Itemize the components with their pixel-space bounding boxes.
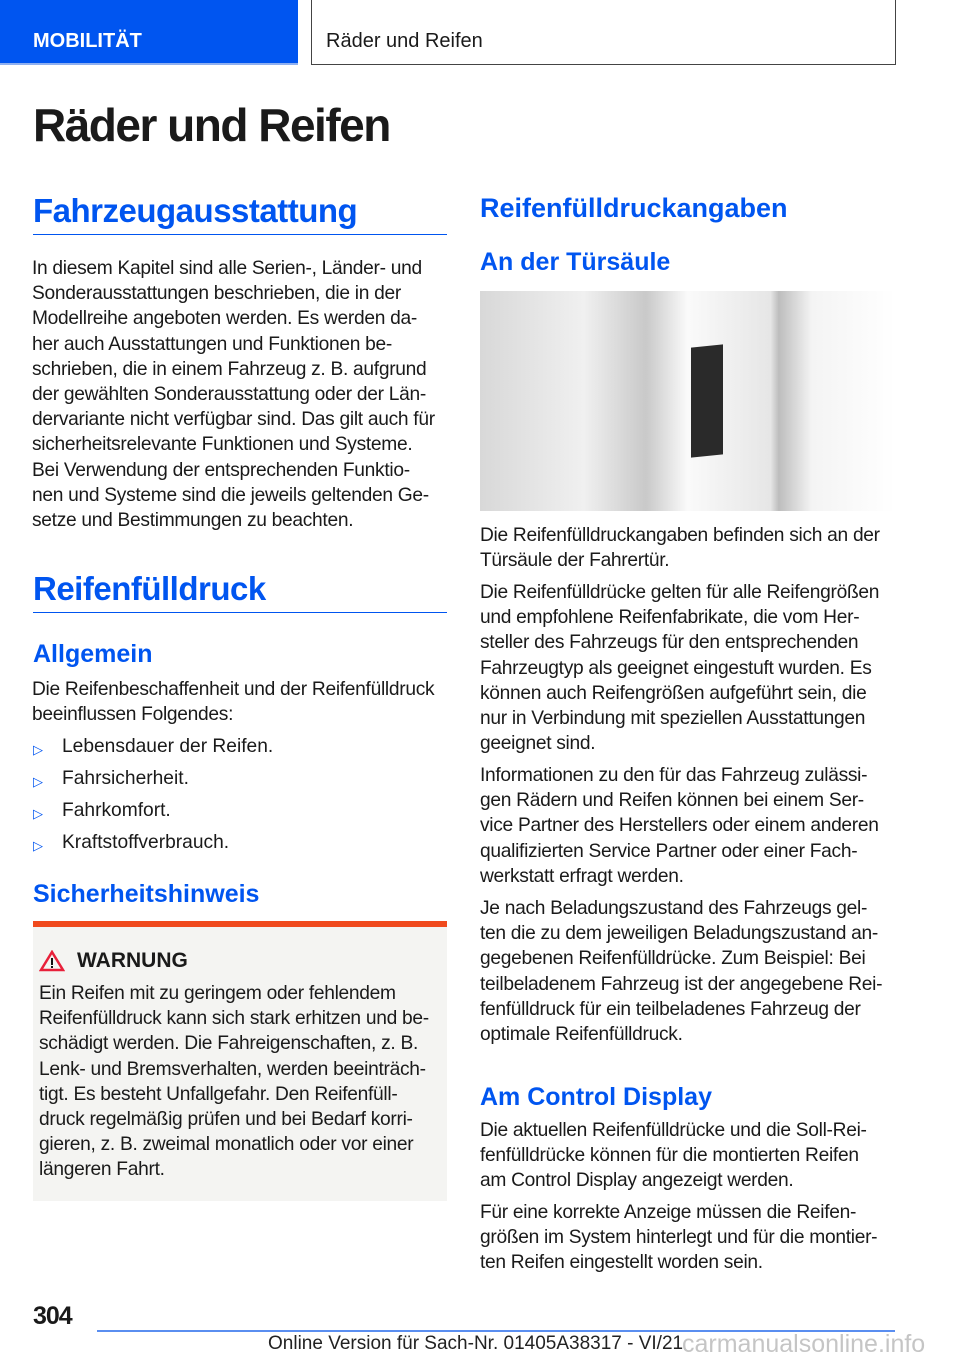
- text-line: ten die zu dem jeweiligen Beladungszustand an-: [480, 923, 878, 945]
- warning-title: WARNUNG: [77, 949, 188, 972]
- paragraph: [480, 1200, 877, 1276]
- paragraph: [480, 896, 882, 1047]
- text-line: längeren Fahrt.: [39, 1159, 165, 1181]
- general-paragraph: [32, 677, 434, 727]
- text-line: beeinflussen Folgendes:: [32, 704, 234, 726]
- text-line: In diesem Kapitel sind alle Serien-, Länder- und: [32, 258, 422, 279]
- text-line: tigt. Es besteht Unfallgefahr. Den Reifenfüll-: [39, 1083, 398, 1105]
- text-line: ten Reifen eingestellt worden sein.: [480, 1252, 763, 1274]
- text-line: optimale Reifenfülldruck.: [480, 1024, 683, 1046]
- heading-door-pillar: An der Türsäule: [480, 248, 671, 276]
- text-line: schrieben, die in einem Fahrzeug z. B. aufgrund: [32, 358, 427, 380]
- text-line: gegebenen Reifenfülldrücke. Zum Beispiel: Bei: [480, 948, 866, 970]
- text-line: Fahrzeugtyp als geeignet eingestuft wurden. Es: [480, 657, 872, 679]
- tire-pressure-label: [691, 344, 723, 457]
- text-line: Lenk- und Bremsverhalten, werden beeinträch-: [39, 1058, 426, 1080]
- text-line: Ein Reifen mit zu geringem oder fehlendem: [39, 983, 396, 1004]
- section-tab[interactable]: MOBILITÄT: [0, 0, 298, 65]
- text-line: dervariante nicht verfügbar sind. Das gilt auch für: [32, 409, 435, 431]
- paragraph: [480, 1118, 867, 1194]
- paragraph: [480, 580, 879, 756]
- triangle-bullet-icon: ▷: [33, 806, 43, 821]
- paragraph: [480, 763, 879, 889]
- text-line: qualifizierten Service Partner oder einer Fach-: [480, 840, 858, 862]
- triangle-bullet-icon: ▷: [33, 742, 43, 757]
- text-line: und empfohlene Reifenfabrikate, die vom Her-: [480, 607, 860, 629]
- list-item-text: Fahrsicherheit.: [62, 768, 189, 789]
- triangle-bullet-icon: ▷: [33, 774, 43, 789]
- text-line: schädigt werden. Die Fahreigenschaften, z. B.: [39, 1033, 418, 1055]
- equipment-paragraph: [32, 256, 435, 533]
- text-line: Sonderausstattungen beschrieben, die in der: [32, 283, 401, 305]
- bullet-list: [33, 734, 273, 862]
- chapter-header: Räder und Reifen: [311, 0, 896, 65]
- heading-control-display: Am Control Display: [480, 1083, 712, 1111]
- list-item: [33, 734, 273, 766]
- text-line: Die aktuellen Reifenfülldrücke und die Soll-Rei-: [480, 1120, 867, 1141]
- warning-text: [39, 981, 441, 1183]
- text-line: Bei Verwendung der entsprechenden Funktio-: [32, 459, 410, 481]
- text-line: gen Rädern und Reifen können bei einem Ser-: [480, 790, 864, 812]
- triangle-bullet-icon: ▷: [33, 838, 43, 853]
- text-line: fenfülldrücke können für die montierten Reifen: [480, 1145, 859, 1167]
- text-line: Je nach Beladungszustand des Fahrzeugs gel-: [480, 898, 868, 919]
- text-line: Die Reifenfülldrücke gelten für alle Reifengrößen: [480, 582, 880, 603]
- warning-box: [33, 921, 447, 1201]
- text-line: am Control Display angezeigt werden.: [480, 1170, 794, 1192]
- heading-general: Allgemein: [33, 640, 153, 668]
- page-title: Räder und Reifen: [33, 99, 390, 151]
- text-line: nen und Systeme sind die jeweils geltenden Ge-: [32, 484, 429, 506]
- list-item: [33, 798, 273, 830]
- text-line: Informationen zu den für das Fahrzeug zulässi-: [480, 765, 868, 786]
- text-line: Die Reifenfülldruckangaben befinden sich an der: [480, 525, 880, 546]
- text-line: teilbeladenem Fahrzeug ist der angegebene Rei-: [480, 973, 883, 995]
- text-line: größen im System hinterlegt und für die montier-: [480, 1227, 878, 1249]
- list-item: [33, 766, 273, 798]
- heading-safety: Sicherheitshinweis: [33, 880, 260, 908]
- text-line: her auch Ausstattungen und Funktionen be-: [32, 333, 392, 355]
- watermark: carmanualsonline.info: [682, 1330, 926, 1358]
- door-pillar-photo: [480, 291, 895, 511]
- text-line: nur in Verbindung mit speziellen Ausstattungen: [480, 708, 866, 730]
- list-item-text: Lebensdauer der Reifen.: [62, 736, 274, 757]
- page-number: 304: [33, 1302, 72, 1330]
- list-item-text: Fahrkomfort.: [62, 800, 171, 821]
- text-line: geeignet sind.: [480, 733, 596, 755]
- text-line: der gewählten Sonderausstattung oder der Län-: [32, 384, 426, 406]
- text-line: setze und Bestimmungen zu beachten.: [32, 510, 354, 532]
- text-line: Türsäule der Fahrertür.: [480, 550, 670, 572]
- list-item-text: Kraftstoffverbrauch.: [62, 832, 230, 853]
- text-line: können auch Reifengrößen aufgeführt sein, die: [480, 682, 867, 704]
- text-line: Reifenfülldruck kann sich stark erhitzen und be-: [39, 1008, 429, 1030]
- text-line: sicherheitsrelevante Funktionen und Systeme.: [32, 434, 413, 456]
- list-item: [33, 830, 273, 862]
- text-line: Die Reifenbeschaffenheit und der Reifenfülldruck: [32, 679, 435, 700]
- warning-triangle-icon: [39, 950, 65, 972]
- text-line: Für eine korrekte Anzeige müssen die Reifen-: [480, 1202, 857, 1223]
- text-line: werkstatt erfragt werden.: [480, 865, 684, 887]
- text-line: gieren, z. B. zweimal monatlich oder vor einer: [39, 1134, 414, 1156]
- footer-text: Online Version für Sach-Nr. 01405A38317 - VI/21: [268, 1333, 684, 1354]
- paragraph: [480, 523, 880, 573]
- heading-tire-pressure: Reifenfülldruck: [33, 570, 447, 613]
- text-line: steller des Fahrzeugs für den entsprechenden: [480, 632, 859, 654]
- text-line: druck regelmäßig prüfen und bei Bedarf korri-: [39, 1109, 413, 1131]
- text-line: Modellreihe angeboten werden. Es werden da-: [32, 308, 417, 330]
- text-line: fenfülldruck für ein teilbeladenes Fahrzeug der: [480, 998, 861, 1020]
- heading-pressure-info: Reifenfülldruckangaben: [480, 193, 788, 223]
- text-line: vice Partner des Herstellers oder einem anderen: [480, 815, 879, 837]
- heading-equipment: Fahrzeugausstattung: [33, 192, 447, 235]
